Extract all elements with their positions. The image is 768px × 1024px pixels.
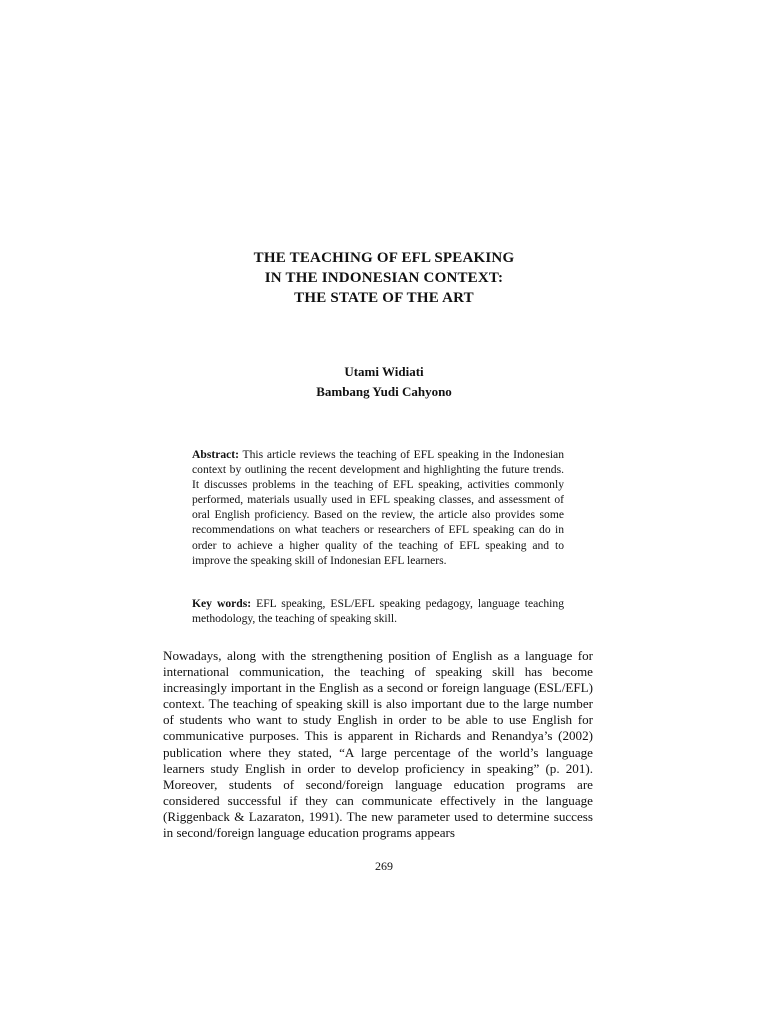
abstract (192, 447, 564, 568)
title-line-2: IN THE INDONESIAN CONTEXT: (264, 270, 504, 286)
abstract-label: Abstract: (192, 448, 240, 461)
article-title (0, 248, 768, 308)
author-1: Utami Widiati (344, 364, 424, 379)
author-2: Bambang Yudi Cahyono (316, 384, 452, 399)
keywords-label: Key words: (192, 597, 252, 610)
title-line-3: THE STATE OF THE ART (294, 290, 474, 306)
page-number: 269 (375, 859, 393, 873)
title-line-1: THE TEACHING OF EFL SPEAKING (253, 250, 515, 266)
abstract-text: This article reviews the teaching of EFL speaking in the Indonesian context by outlining the recent development and highlighting the future trends. It discusses problems in the teaching of EFL speaking, activities commonly performed, materials usually used in EFL speaking classes, and assessment of oral English proficiency. Based on the review, the article also provides some recommendations on what teachers or researchers of EFL speaking can do in order to achieve a higher quality of the teaching of EFL speaking and to improve the speaking skill of Indonesian EFL learners. (192, 448, 564, 567)
author-list (0, 362, 768, 402)
keywords (192, 596, 564, 626)
body-paragraph: Nowadays, along with the strengthening position of English as a language for international communication, the teaching of speaking skill has become increasingly important in the English as a second or foreign language (ESL/EFL) context. The teaching of speaking skill is also important due to the large number of students who want to study English in order to be able to use English for communicative purposes. This is apparent in Richards and Renandya’s (2002) publication where they stated, “A large percentage of the world’s language learners study English in order to develop proficiency in speaking” (p. 201). Moreover, students of second/foreign language education programs are considered successful if they can communicate effectively in the language (Riggenback & Lazaraton, 1991). The new parameter used to determine success in second/foreign language education programs appears (163, 648, 593, 841)
keywords-text: EFL speaking, ESL/EFL speaking pedagogy, language teaching methodology, the teaching of speaking skill. (192, 597, 565, 626)
